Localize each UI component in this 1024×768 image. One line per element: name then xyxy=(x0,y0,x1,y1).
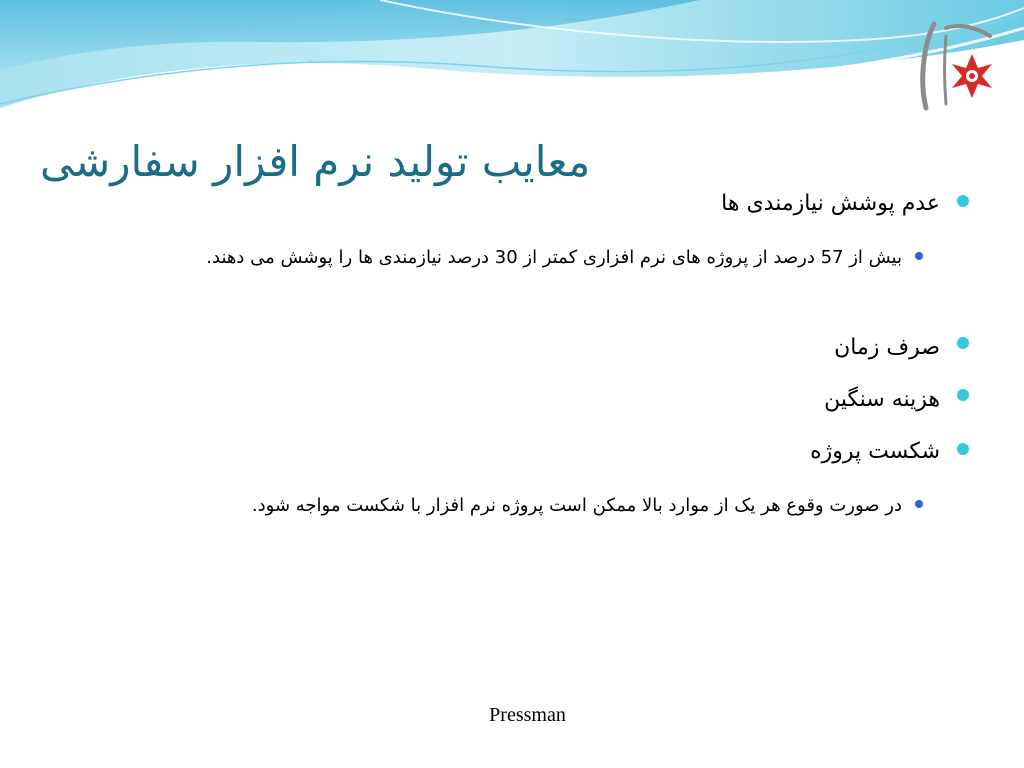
footer-source: Pressman xyxy=(489,704,566,726)
sub-bullet-item: بیش از 57 درصد از پروژه های نرم افزاری کمتر از 30 درصد نیازمندی ها را پوشش می دهند. xyxy=(206,247,902,268)
bullet-item: شکست پروژه xyxy=(810,439,940,464)
bullet-icon xyxy=(957,389,969,401)
bullet-icon xyxy=(957,337,969,349)
bullet-item: هزینه سنگین xyxy=(824,387,940,412)
bullet-icon xyxy=(957,443,969,455)
bullet-icon xyxy=(957,195,969,207)
sub-bullet-icon xyxy=(915,500,923,508)
bullet-item: صرف زمان xyxy=(834,335,940,360)
sub-bullet-item: در صورت وقوع هر یک از موارد بالا ممکن است پروژه نرم افزار با شکست مواجه شود. xyxy=(251,495,902,516)
sub-bullet-icon xyxy=(915,252,923,260)
bullet-item: عدم پوشش نیازمندی ها xyxy=(721,191,940,216)
slide-title: معایب تولید نرم افزار سفارشی xyxy=(40,137,591,186)
